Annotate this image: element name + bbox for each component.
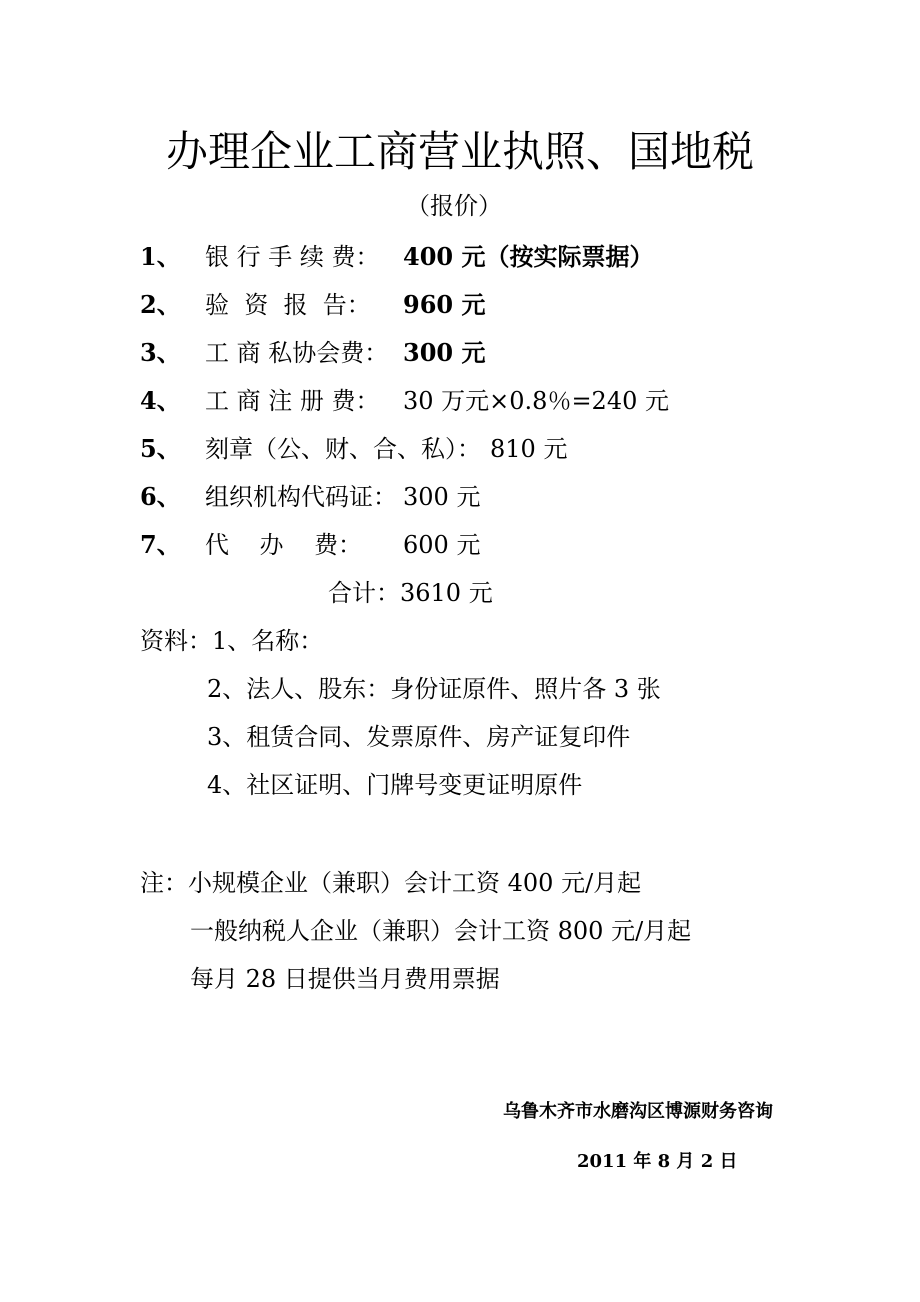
- fee-item-number: 1、: [140, 242, 181, 271]
- fee-item-label: 验 资 报 告：: [205, 291, 371, 319]
- fee-item-number: 6、: [140, 482, 181, 511]
- fee-item-number: 3、: [140, 338, 181, 367]
- document-title: 办理企业工商营业执照、国地税: [165, 127, 754, 176]
- document-subtitle: （报价）: [406, 192, 502, 220]
- fee-item-value: 300 元: [403, 338, 486, 367]
- company-name: 乌鲁木齐市水磨沟区博源财务咨询: [503, 1101, 773, 1122]
- fee-item-number: 2、: [140, 290, 181, 319]
- fee-item-value: 810 元: [490, 435, 568, 463]
- fee-item-label: 工 商 注 册 费：: [205, 387, 380, 415]
- fee-item-number: 5、: [140, 434, 181, 463]
- fee-item-label: 工 商 私协会费：: [205, 339, 389, 367]
- materials-item: 2、法人、股东：身份证原件、照片各 3 张: [207, 675, 661, 703]
- fee-item-label: 代 办 费：: [205, 531, 363, 559]
- note-line: 注：小规模企业（兼职）会计工资 400 元/月起: [140, 869, 642, 897]
- fee-item-value: 400 元（按实际票据）: [403, 242, 654, 271]
- note-line: 一般纳税人企业（兼职）会计工资 800 元/月起: [190, 917, 692, 945]
- note-line: 每月 28 日提供当月费用票据: [190, 965, 500, 993]
- total-amount: 合计：3610 元: [328, 579, 493, 607]
- fee-item-label: 刻章（公、财、合、私）：: [205, 435, 481, 463]
- fee-item-value: 300 元: [403, 483, 481, 511]
- fee-item-number: 7、: [140, 530, 181, 559]
- document-date: 2011 年 8 月 2 日: [577, 1151, 738, 1172]
- fee-item-number: 4、: [140, 386, 181, 415]
- materials-item: 4、社区证明、门牌号变更证明原件: [207, 771, 583, 799]
- materials-heading: 资料：1、名称：: [140, 627, 324, 655]
- fee-item-value: 30 万元×0.8％=240 元: [403, 387, 669, 415]
- fee-item-value: 600 元: [403, 531, 481, 559]
- fee-item-label: 银 行 手 续 费：: [205, 243, 380, 271]
- fee-item-value: 960 元: [403, 290, 486, 319]
- fee-item-label: 组织机构代码证：: [205, 483, 397, 511]
- materials-item: 3、租赁合同、发票原件、房产证复印件: [207, 723, 631, 751]
